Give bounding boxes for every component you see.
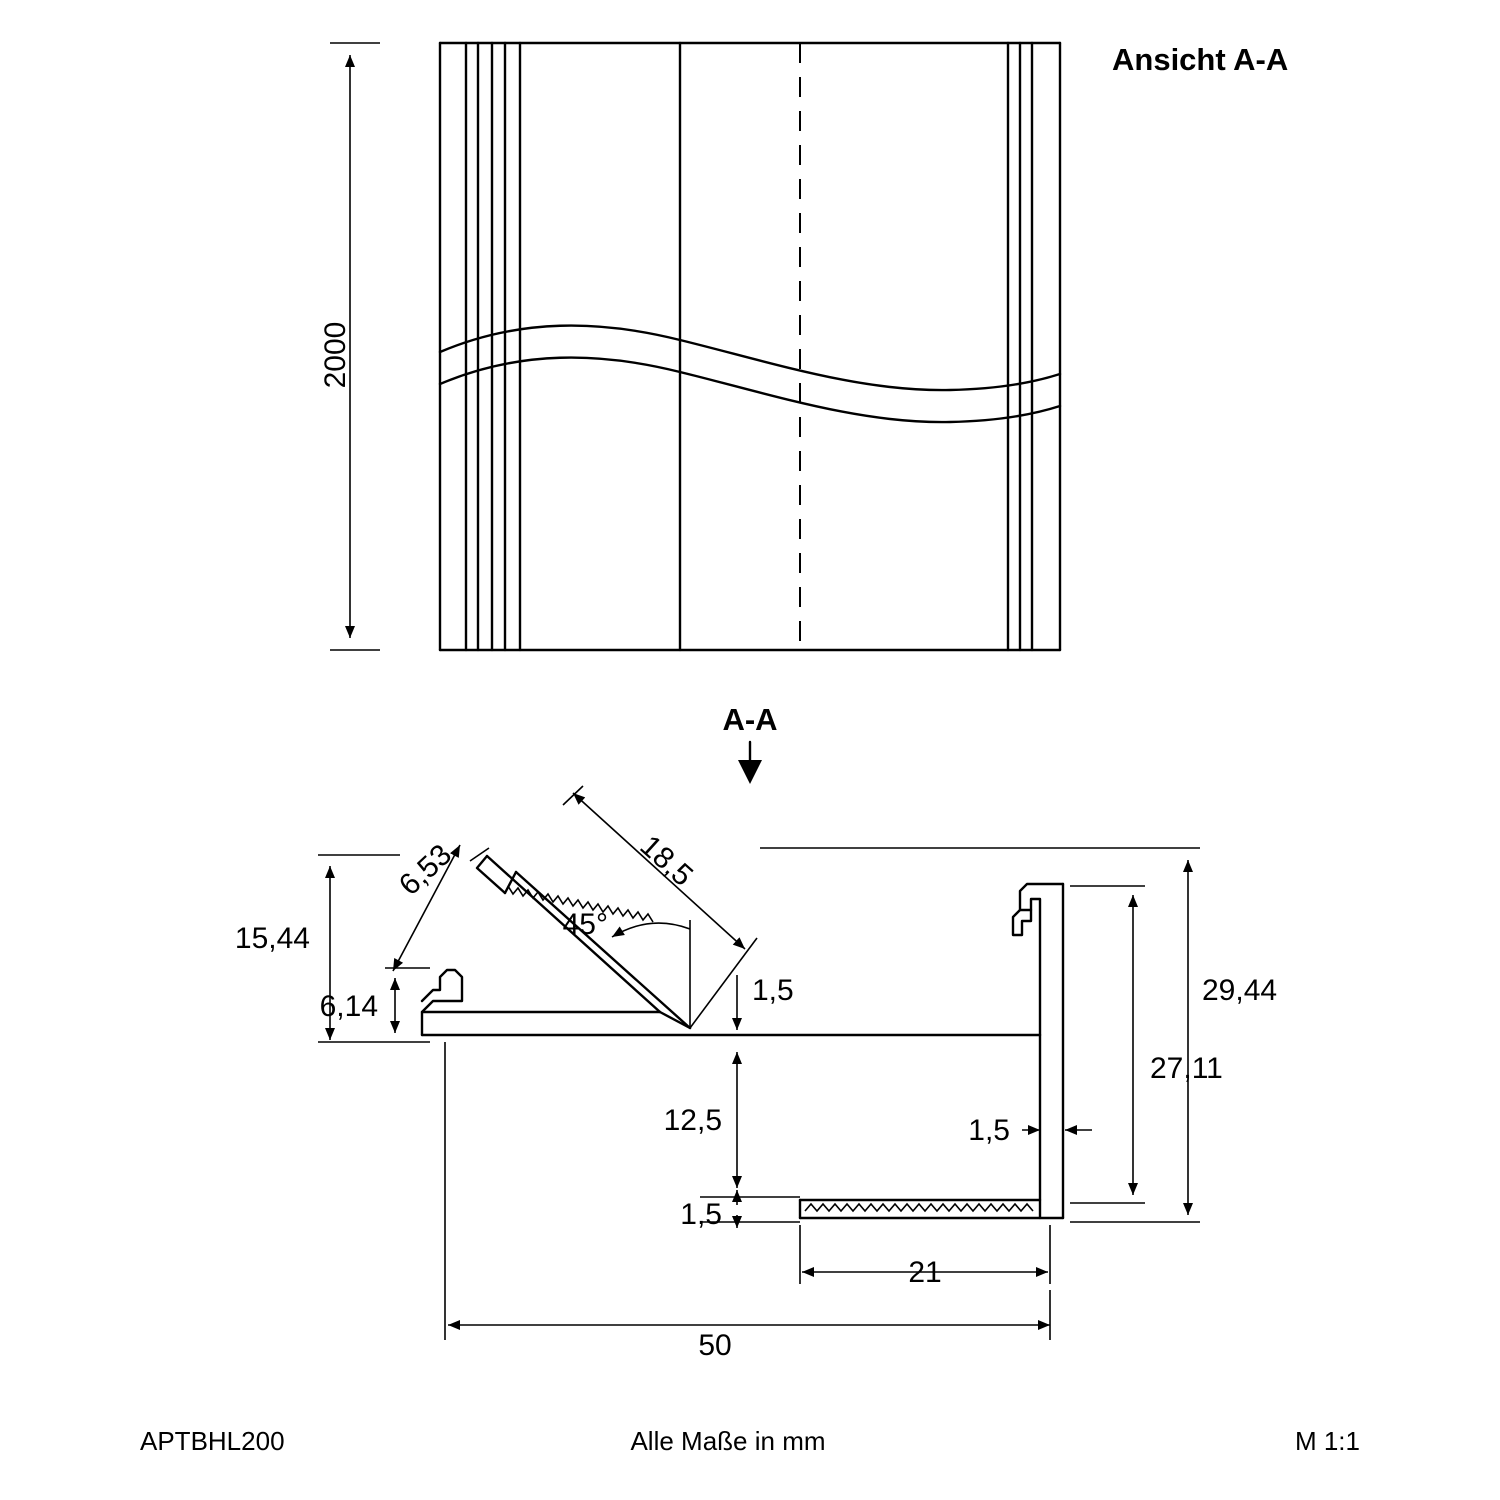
dimension-6-14 (320, 968, 430, 1033)
view-title: Ansicht A-A (1112, 42, 1289, 77)
dimension-1-5-bottom-value: 1,5 (680, 1198, 722, 1231)
dimension-50-value: 50 (698, 1329, 732, 1362)
dimension-6-14-value: 6,14 (319, 990, 378, 1023)
dimension-1-5-top (737, 974, 794, 1030)
dimension-angle-45-value: 45° (562, 908, 608, 941)
dimension-21 (800, 1225, 1050, 1289)
dimension-18-5 (563, 786, 757, 1028)
dimension-length-2000 (319, 43, 380, 650)
dimension-6-53-value: 6,53 (392, 838, 459, 903)
elevation-view (319, 42, 1288, 650)
dimension-1-5-right-value: 1,5 (968, 1114, 1010, 1147)
dimension-12-5 (664, 1052, 800, 1197)
dimension-1-5-top-value: 1,5 (752, 974, 794, 1007)
dimension-6-53 (393, 838, 489, 971)
scale-note: M 1:1 (1294, 1426, 1360, 1456)
section-label: A-A (722, 702, 778, 737)
dimension-15-44-value: 15,44 (234, 922, 310, 955)
dimension-length-value: 2000 (319, 321, 352, 389)
dimension-50 (445, 1042, 1050, 1362)
article-code: APTBHL200 (140, 1426, 285, 1456)
dimension-1-5-right (968, 1114, 1092, 1147)
cross-section-view (235, 786, 1277, 1362)
section-marker (722, 702, 777, 784)
footer (140, 1426, 1360, 1456)
dimension-27-11 (1070, 886, 1223, 1203)
dimension-12-5-value: 12,5 (663, 1104, 722, 1137)
dimension-1-5-bottom (680, 1190, 800, 1231)
dimension-27-11-value: 27,11 (1150, 1052, 1223, 1085)
dimension-18-5-value: 18,5 (633, 829, 700, 893)
dimension-21-value: 21 (908, 1256, 942, 1289)
units-note: Alle Maße in mm (630, 1426, 826, 1456)
dimension-29-44-value: 29,44 (1202, 974, 1278, 1007)
